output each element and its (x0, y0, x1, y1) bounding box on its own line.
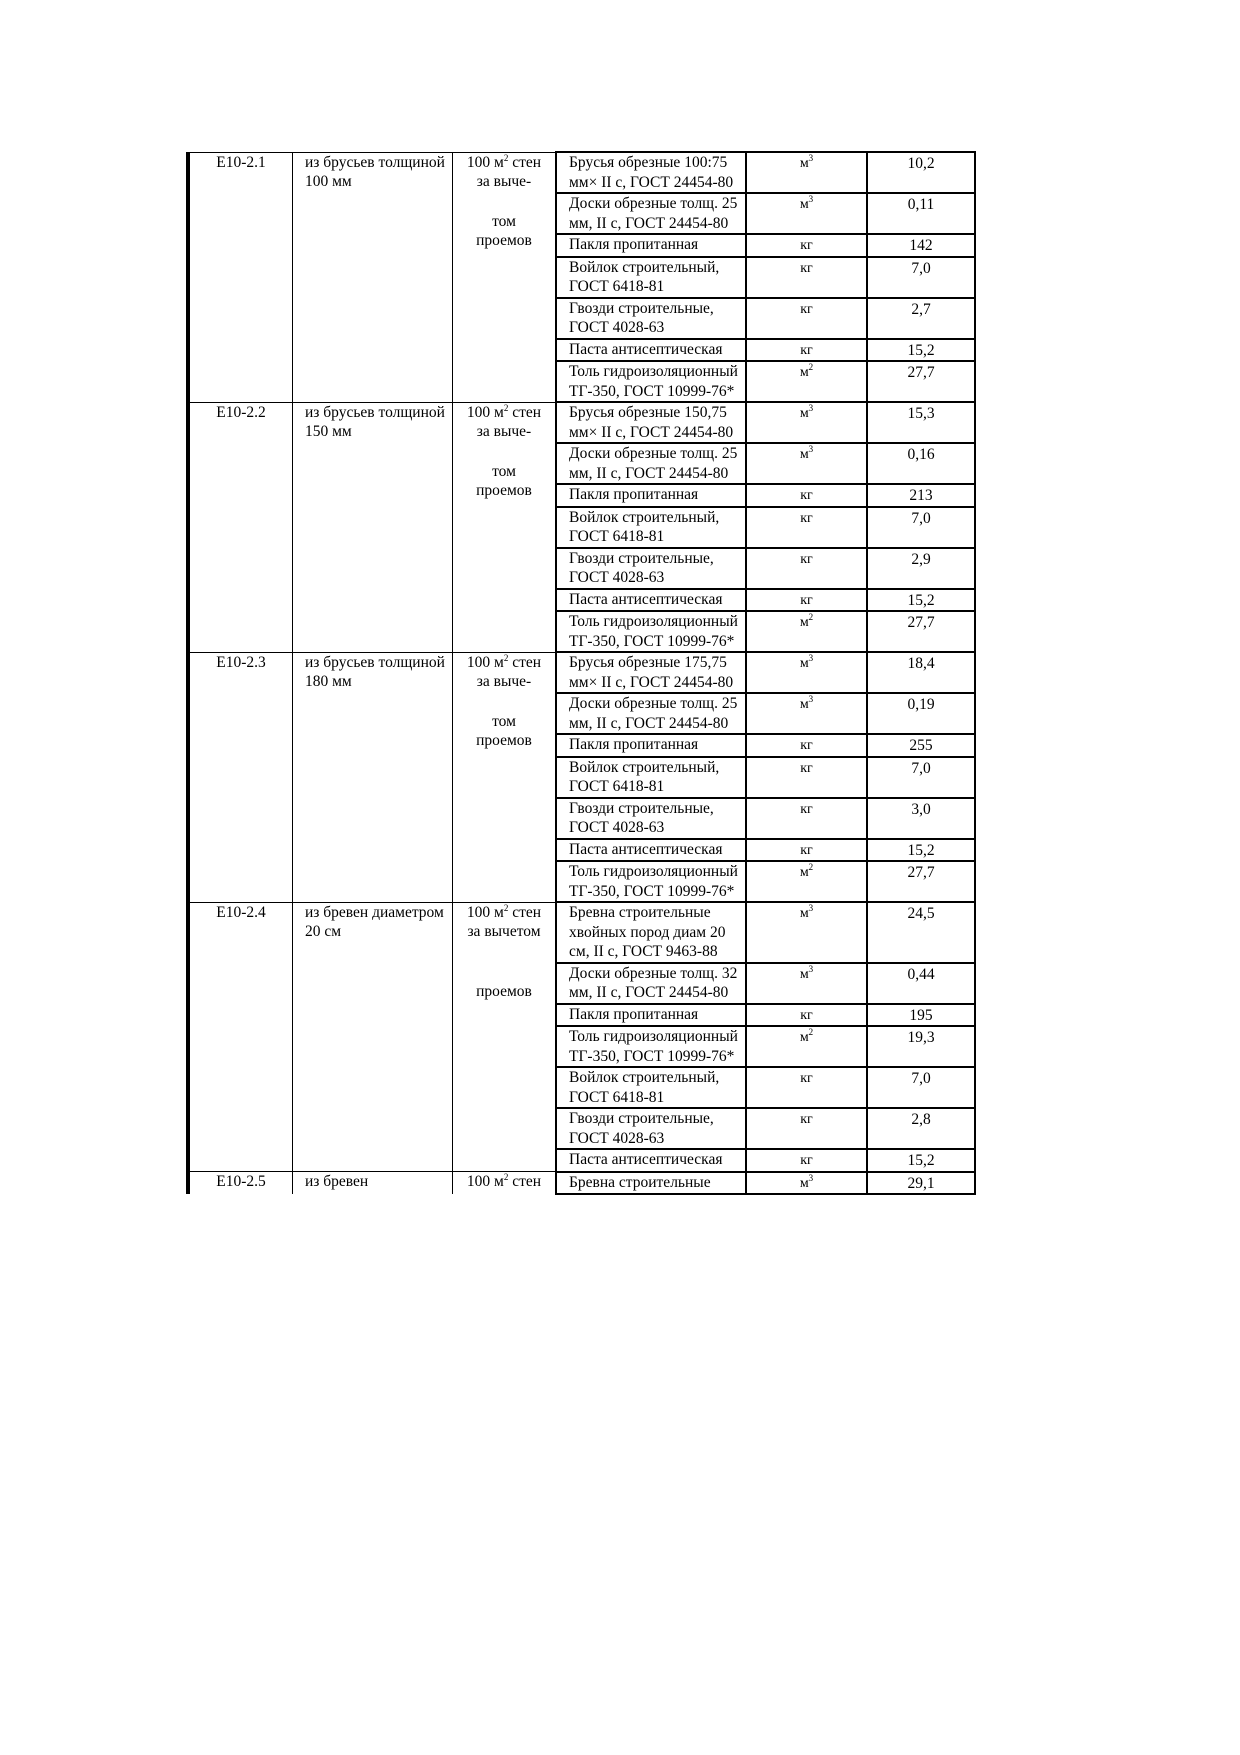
resource-quantity: 0,16 (867, 443, 975, 484)
measurement-unit (453, 402, 557, 652)
resource-quantity: 27,7 (867, 861, 975, 902)
resource-quantity: 27,7 (867, 361, 975, 402)
unit-prefix: 100 м (466, 653, 504, 671)
unit-line-3: том (492, 212, 516, 230)
unit-prefix: 100 м (466, 903, 504, 921)
resource-name: Доски обрезные толщ. 25 мм, II с, ГОСТ 24454-80 (556, 443, 746, 484)
resource-quantity: 0,19 (867, 693, 975, 734)
unit-spacer (453, 962, 555, 982)
unit-superscript: 2 (503, 902, 509, 913)
resource-unit-superscript: 3 (808, 1172, 814, 1183)
resource-unit-text: кг (800, 592, 813, 608)
unit-line-1 (453, 903, 555, 923)
resource-unit (746, 257, 867, 298)
resource-name: Войлок строительный, ГОСТ 6418-81 (556, 1067, 746, 1108)
resource-unit-text: м (799, 865, 809, 880)
resource-name: Пакля пропитанная (556, 734, 746, 757)
resource-unit-text: кг (800, 551, 813, 567)
work-description: из бревен (293, 1172, 453, 1195)
norm-code: Е10-2.5 (188, 1172, 293, 1195)
resource-quantity: 24,5 (867, 902, 975, 963)
unit-line-2: за выче- (476, 423, 532, 440)
unit-line-2: за выче- (476, 173, 532, 190)
table-row (188, 1172, 975, 1195)
resource-name: Пакля пропитанная (556, 1004, 746, 1027)
resource-name: Войлок строительный, ГОСТ 6418-81 (556, 507, 746, 548)
resource-unit (746, 298, 867, 339)
resource-quantity: 0,44 (867, 963, 975, 1004)
unit-spacer (453, 192, 555, 212)
resource-unit-superscript: 3 (808, 903, 814, 913)
resource-unit (746, 757, 867, 798)
resource-name: Доски обрезные толщ. 25 мм, II с, ГОСТ 24454-80 (556, 693, 746, 734)
resource-unit (746, 193, 867, 234)
resource-name: Бревна строительные (556, 1172, 746, 1195)
resource-name: Пакля пропитанная (556, 484, 746, 507)
unit-suffix: стен (508, 153, 542, 171)
resource-unit-text: кг (800, 1007, 813, 1023)
resource-unit (746, 507, 867, 548)
resource-quantity: 142 (867, 234, 975, 257)
resource-unit-superscript: 3 (808, 444, 814, 454)
resource-quantity: 2,8 (867, 1108, 975, 1149)
resource-unit-text: кг (800, 510, 813, 526)
resource-unit (746, 443, 867, 484)
resource-quantity: 27,7 (867, 611, 975, 652)
norm-code: Е10-2.3 (188, 652, 293, 902)
work-description: из брусьев толщиной 100 мм (293, 152, 453, 402)
unit-line-1 (453, 153, 555, 173)
resource-unit (746, 402, 867, 443)
resource-name: Паста антисептическая (556, 589, 746, 612)
resource-unit-text: м (799, 197, 809, 212)
unit-line-4: проемов (476, 482, 532, 499)
resource-quantity: 7,0 (867, 1067, 975, 1108)
resource-unit (746, 1149, 867, 1172)
unit-superscript: 2 (503, 652, 509, 663)
resource-unit-text: кг (800, 488, 813, 503)
work-description: из брусьев толщиной 150 мм (293, 402, 453, 652)
resource-quantity: 15,2 (867, 339, 975, 362)
table-row (188, 152, 975, 193)
resource-name: Брусья обрезные 100:75 мм× II с, ГОСТ 24454-80 (556, 152, 746, 193)
resource-quantity: 0,11 (867, 193, 975, 234)
unit-line-4: проемов (476, 232, 532, 249)
measurement-unit (453, 902, 557, 1172)
resource-name: Толь гидроизоляционный ТГ-350, ГОСТ 10999-76* (556, 611, 746, 652)
unit-spacer (453, 692, 555, 712)
resource-unit-text: кг (800, 238, 813, 253)
unit-line-3: том (492, 712, 516, 730)
resource-unit-text: кг (800, 801, 813, 817)
resource-unit (746, 548, 867, 589)
resource-quantity: 7,0 (867, 257, 975, 298)
resource-unit-text: кг (800, 760, 813, 776)
resource-norms-table (186, 151, 976, 1195)
norm-code: Е10-2.4 (188, 902, 293, 1172)
resource-unit (746, 361, 867, 402)
unit-spacer (453, 442, 555, 462)
unit-line-2: за вычетом (467, 923, 541, 940)
resource-quantity: 2,7 (867, 298, 975, 339)
resource-norms-table-body (188, 152, 975, 1194)
resource-unit (746, 839, 867, 862)
resource-unit (746, 652, 867, 693)
unit-prefix: 100 м (466, 153, 504, 171)
table-row (188, 402, 975, 443)
unit-line-4: проемов (476, 732, 532, 749)
resource-unit-superscript: 3 (808, 653, 814, 663)
work-description: из брусьев толщиной 180 мм (293, 652, 453, 902)
resource-unit (746, 611, 867, 652)
resource-unit (746, 693, 867, 734)
resource-name: Бревна строительные хвойных пород диам 20 см, II с, ГОСТ 9463-88 (556, 902, 746, 963)
resource-unit-text: м (799, 156, 809, 171)
resource-unit-text: м (799, 966, 809, 982)
work-description: из бревен диаметром 20 см (293, 902, 453, 1172)
unit-suffix: стен (508, 903, 542, 921)
resource-unit (746, 484, 867, 507)
unit-superscript: 2 (503, 1172, 509, 1182)
resource-unit-superscript: 3 (808, 694, 814, 704)
resource-name: Гвозди строительные, ГОСТ 4028-63 (556, 798, 746, 839)
resource-table-page (186, 151, 976, 1195)
resource-unit-text: кг (800, 1112, 813, 1127)
resource-unit-superscript: 2 (808, 612, 814, 622)
resource-unit-text: м (799, 906, 809, 921)
resource-name: Толь гидроизоляционный ТГ-350, ГОСТ 10999-76* (556, 361, 746, 402)
unit-suffix: стен (508, 403, 542, 421)
resource-unit-text: кг (800, 342, 813, 358)
resource-unit (746, 152, 867, 193)
resource-unit (746, 1004, 867, 1027)
resource-name: Толь гидроизоляционный ТГ-350, ГОСТ 10999-76* (556, 861, 746, 902)
unit-line-3: том (492, 462, 516, 480)
resource-quantity: 10,2 (867, 152, 975, 193)
resource-quantity: 3,0 (867, 798, 975, 839)
resource-quantity: 7,0 (867, 757, 975, 798)
unit-suffix: стен (508, 653, 542, 671)
resource-unit-superscript: 2 (808, 1027, 814, 1037)
measurement-unit (453, 652, 557, 902)
resource-name: Паста антисептическая (556, 839, 746, 862)
resource-quantity: 29,1 (867, 1172, 975, 1195)
unit-line-1 (453, 1172, 555, 1192)
resource-name: Доски обрезные толщ. 32 мм, II с, ГОСТ 24454-80 (556, 963, 746, 1004)
resource-unit (746, 589, 867, 612)
resource-unit-text: м (799, 1030, 809, 1045)
resource-unit-text: кг (800, 738, 813, 753)
resource-unit-text: м (799, 656, 809, 671)
resource-quantity: 15,2 (867, 839, 975, 862)
resource-unit-superscript: 3 (808, 963, 814, 974)
resource-quantity: 255 (867, 734, 975, 757)
resource-unit-text: м (799, 365, 809, 380)
resource-unit-text: кг (800, 1071, 813, 1086)
resource-unit-text: кг (800, 301, 813, 317)
resource-name: Войлок строительный, ГОСТ 6418-81 (556, 757, 746, 798)
resource-name: Доски обрезные толщ. 25 мм, II с, ГОСТ 24454-80 (556, 193, 746, 234)
measurement-unit (453, 152, 557, 402)
resource-unit-text: м (799, 406, 809, 421)
resource-quantity: 15,2 (867, 589, 975, 612)
resource-name: Гвозди строительные, ГОСТ 4028-63 (556, 298, 746, 339)
unit-line-1 (453, 653, 555, 673)
resource-quantity: 195 (867, 1004, 975, 1027)
resource-unit (746, 234, 867, 257)
resource-quantity: 15,2 (867, 1149, 975, 1172)
unit-line-4: проемов (476, 982, 532, 1000)
resource-name: Паста антисептическая (556, 339, 746, 362)
unit-superscript: 2 (503, 402, 509, 413)
resource-unit (746, 902, 867, 963)
unit-line-1 (453, 403, 555, 423)
resource-unit (746, 963, 867, 1004)
unit-spacer (453, 942, 555, 962)
resource-unit-text: м (799, 697, 809, 712)
resource-unit (746, 798, 867, 839)
resource-unit-superscript: 2 (808, 362, 814, 372)
resource-unit-superscript: 3 (808, 153, 814, 163)
resource-name: Войлок строительный, ГОСТ 6418-81 (556, 257, 746, 298)
unit-suffix: стен (508, 1173, 542, 1190)
unit-line-2: за выче- (476, 673, 532, 690)
resource-unit-text: кг (800, 842, 813, 858)
unit-superscript: 2 (503, 152, 509, 163)
resource-quantity: 213 (867, 484, 975, 507)
resource-name: Толь гидроизоляционный ТГ-350, ГОСТ 10999-76* (556, 1026, 746, 1067)
measurement-unit (453, 1172, 557, 1195)
resource-unit-superscript: 3 (808, 194, 814, 204)
norm-code: Е10-2.2 (188, 402, 293, 652)
resource-unit (746, 1108, 867, 1149)
resource-quantity: 15,3 (867, 402, 975, 443)
resource-unit (746, 1026, 867, 1067)
resource-name: Пакля пропитанная (556, 234, 746, 257)
resource-unit-superscript: 2 (808, 862, 814, 872)
resource-quantity: 7,0 (867, 507, 975, 548)
resource-unit (746, 734, 867, 757)
resource-quantity: 19,3 (867, 1026, 975, 1067)
table-row (188, 902, 975, 963)
resource-unit-superscript: 3 (808, 403, 814, 413)
resource-unit-text: кг (800, 260, 813, 276)
resource-name: Брусья обрезные 175,75 мм× II с, ГОСТ 24454-80 (556, 652, 746, 693)
table-row (188, 652, 975, 693)
resource-name: Паста антисептическая (556, 1149, 746, 1172)
resource-unit (746, 1172, 867, 1195)
resource-unit-text: м (799, 447, 809, 462)
resource-name: Гвозди строительные, ГОСТ 4028-63 (556, 1108, 746, 1149)
unit-prefix: 100 м (466, 403, 504, 421)
resource-unit (746, 339, 867, 362)
resource-name: Брусья обрезные 150,75 мм× II с, ГОСТ 24454-80 (556, 402, 746, 443)
resource-unit (746, 861, 867, 902)
resource-quantity: 2,9 (867, 548, 975, 589)
resource-unit-text: м (799, 1175, 809, 1191)
norm-code: Е10-2.1 (188, 152, 293, 402)
resource-name: Гвозди строительные, ГОСТ 4028-63 (556, 548, 746, 589)
resource-unit-text: м (799, 615, 809, 630)
resource-unit (746, 1067, 867, 1108)
resource-quantity: 18,4 (867, 652, 975, 693)
unit-prefix: 100 м (466, 1173, 504, 1190)
resource-unit-text: кг (800, 1153, 813, 1168)
